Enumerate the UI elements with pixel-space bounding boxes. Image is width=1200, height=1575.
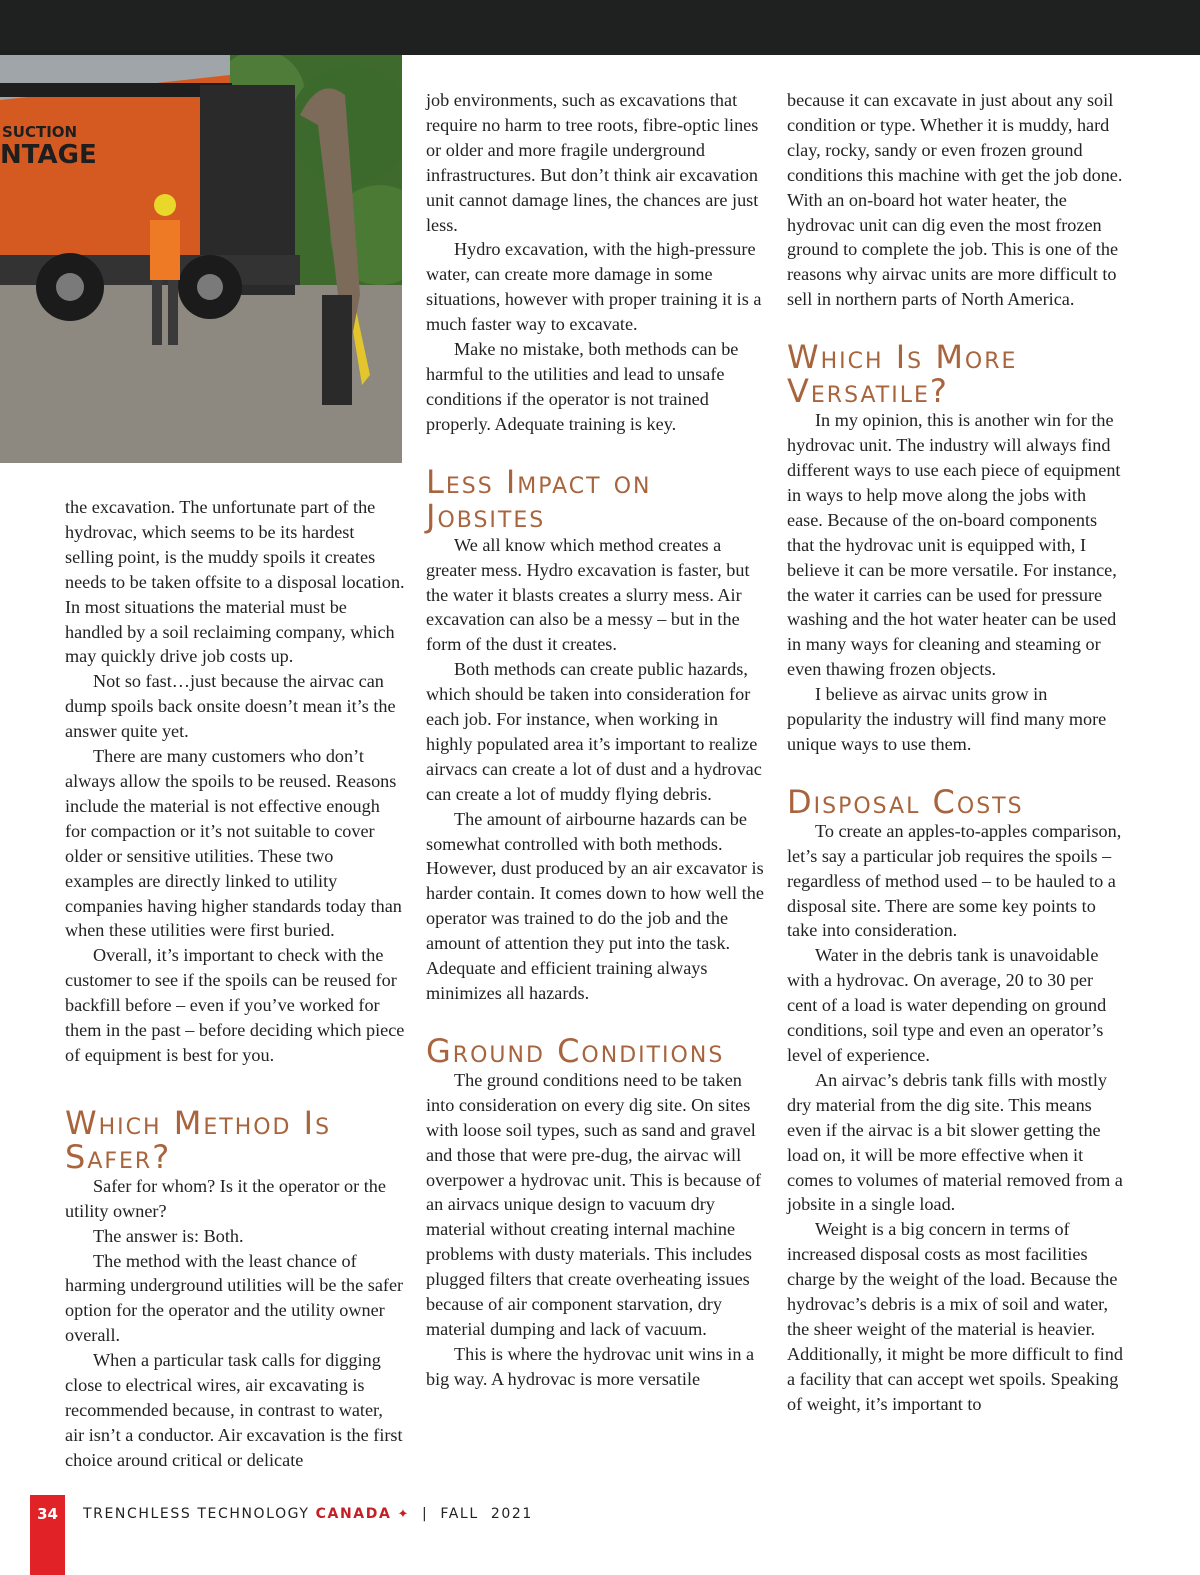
paragraph: The method with the least chance of harming underground utilities will be the safer option for the operator and the utility owner overall. (65, 1250, 404, 1346)
paragraph: job environments, such as excavations that require no harm to tree roots, fibre-optic lines or older and more fragile underground infrastructures. But don’t think air excavation unit cannot damage lines, the chances are just less. (426, 90, 759, 235)
paragraph: Safer for whom? Is it the operator or the utility owner? (65, 1175, 386, 1221)
paragraph: Overall, it’s important to check with the customer to see if the spoils can be reused for backfill before – even if you’ve worked for them in the past – before deciding which piece of equipment is best for you. (65, 945, 405, 1065)
paragraph: Hydro excavation, with the high-pressure water, can create more damage in some situations, however with proper training it is a much faster way to excavate. (426, 239, 762, 335)
article-column-3 (787, 88, 1125, 1417)
paragraph: because it can excavate in just about any soil condition or type. Whether it is muddy, hard clay, rocky, sandy or even frozen ground conditions this machine with get the job done. With an on-board hot water heater, the hydrovac unit can dig even the most frozen ground to complete the job. This is one of the reasons why airvac units are more difficult to sell in northern parts of North America. (787, 90, 1123, 310)
paragraph: When a particular task calls for digging close to electrical wires, air excavating is recommended because, in contrast to water, air isn’t a conductor. Air excavation is the first choice around critical or delicate (65, 1350, 403, 1470)
paragraph: To create an apples-to-apples comparison, let’s say a particular job requires the spoils – regardless of method used – to be hauled to a disposal site. There are some key points to take into consideration. (787, 820, 1122, 941)
paragraph: There are many customers who don’t always allow the spoils to be reused. Reasons include the material is not effective enough for compaction or it’s not suitable to cover older or sensitive utilities. These two examples are directly linked to utility companies having higher standards today than when these utilities were first buried. (65, 746, 402, 941)
article-photo-hydrovac-truck (0, 55, 402, 463)
paragraph: Water in the debris tank is unavoidable with a hydrovac. On average, 20 to 30 per cent of a load is water depending on ground conditions, soil type and even an operator’s level of experience. (787, 945, 1107, 1065)
paragraph: In my opinion, this is another win for the hydrovac unit. The industry will always find different ways to use each piece of equipment in ways to help move along the jobs with ease. Because of the on-board components that the hydrovac unit is equipped with, I believe it can be more versatile. For instance, the water it carries can be used for pressure washing and the hot water heater can be used in many ways for cleaning and steaming or even thawing frozen objects. (787, 410, 1121, 680)
paragraph: We all know which method creates a greater mess. Hydro excavation is faster, but the water it blasts creates a slurry mess. Air excavation can also be a messy – but in the form of the dust it creates. (426, 534, 750, 655)
paragraph: I believe as airvac units grow in popularity the industry will find many more unique ways to use them. (787, 684, 1107, 754)
paragraph: The amount of airbourne hazards can be somewhat controlled with both methods. However, dust produced by an air excavator is harder contain. It comes down to how well the operator was trained to do the job and the amount of attention they put into the task. Adequate and efficient training always minimizes all hazards. (426, 808, 764, 1003)
truck-text-line1: SUCTION (2, 123, 78, 141)
footer-separator: | (422, 1506, 429, 1522)
paragraph: This is where the hydrovac unit wins in a big way. A hydrovac is more versatile (426, 1343, 755, 1389)
page-footer (0, 1495, 1200, 1575)
paragraph: Not so fast…just because the airvac can dump spoils back onsite doesn’t mean it’s the answer quite yet. (65, 671, 396, 742)
paragraph: Weight is a big concern in terms of increased disposal costs as most facilities charge by the weight of the load. Because the hydrovac’s debris is a mix of soil and water, the sheer weight of the material is heavier. Additionally, it might be more difficult to find a facility that can accept wet spoils. Speaking of weight, it’s important to (787, 1219, 1123, 1414)
article-column-1 (65, 495, 405, 1473)
article-column-2 (426, 88, 764, 1392)
paragraph: The ground conditions need to be taken into consideration on every dig site. On sites with loose soil types, such as sand and gravel and those that were pre-dug, the airvac will overpower a hydrovac unit. This is because of an airvacs unique design to vacuum dry material without creating internal machine problems with dusty materials. This includes plugged filters that create overheating issues because of air component starvation, dry material dumping and lack of vacuum. (426, 1069, 762, 1339)
maple-leaf-icon: ✦ (397, 1507, 410, 1522)
section-heading-safer: Which Method Is Safer? (65, 1103, 332, 1176)
paragraph: The answer is: Both. (93, 1225, 244, 1246)
section-heading-impact: Less Impact on Jobsites (426, 462, 652, 535)
truck-text-line2: NTAGE (0, 140, 97, 170)
publication-name: TRENCHLESS TECHNOLOGY (83, 1506, 310, 1522)
paragraph: Both methods can create public hazards, which should be taken into consideration for each job. For instance, when working in highly populated area it’s important to realize airvacs can create a lot of dust and a hydrovac can create a lot of muddy flying debris. (426, 659, 762, 804)
publication-country: CANADA (315, 1506, 392, 1522)
footer-publication-line (83, 1506, 533, 1522)
page-number: 34 (30, 1495, 65, 1575)
paragraph: An airvac’s debris tank fills with mostly dry material from the dig site. This means even if the airvac is a bit slower getting the load on, it will be more effective when it comes to volumes of material removed from a jobsite in a single load. (787, 1069, 1123, 1215)
paragraph: the excavation. The unfortunate part of the hydrovac, which seems to be its hardest selling point, is the muddy spoils it creates needs to be taken offsite to a disposal location. In most situations the material must be handled by a soil reclaiming company, which may quickly drive job costs up. (65, 497, 405, 667)
paragraph: Make no mistake, both methods can be harmful to the utilities and lead to unsafe conditions if the operator is not trained properly. Adequate training is key. (426, 339, 739, 434)
section-heading-ground: Ground Conditions (426, 1031, 725, 1070)
section-heading-versatile: Which Is More Versatile? (787, 338, 1018, 411)
top-banner (0, 0, 1200, 55)
photo-illustration (0, 55, 402, 463)
issue-date: FALL 2021 (440, 1506, 533, 1522)
section-heading-disposal: Disposal Costs (787, 782, 1024, 821)
